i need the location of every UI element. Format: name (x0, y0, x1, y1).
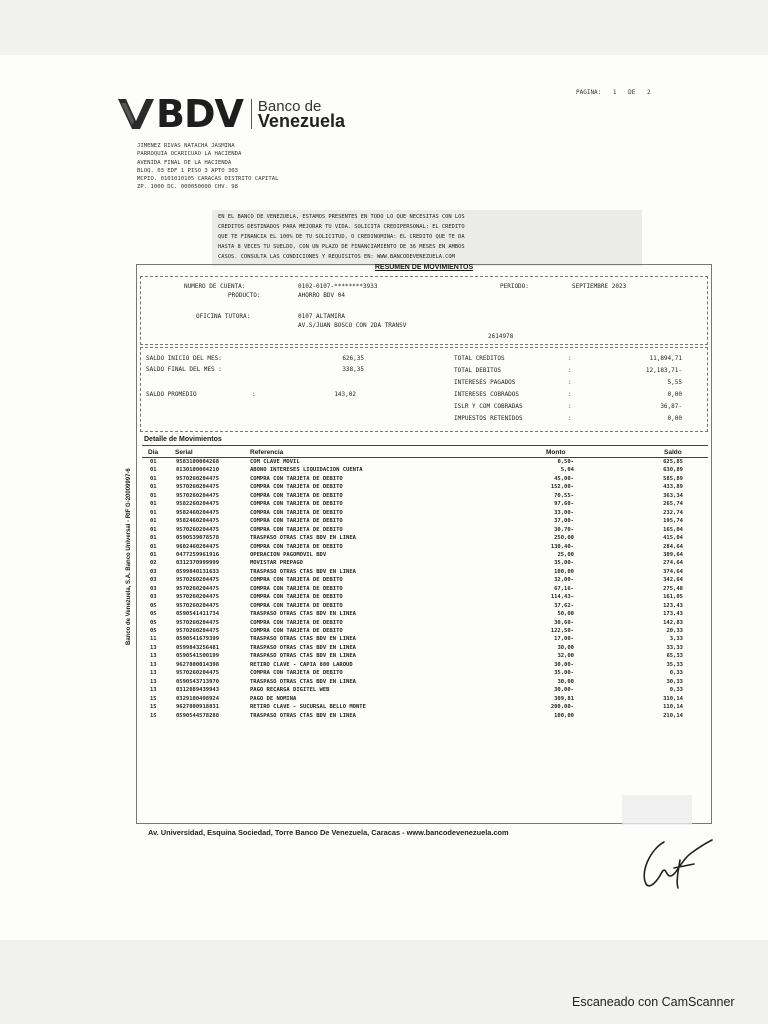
cell-balance: 415,04 (663, 535, 683, 542)
average-balance-colon: : (252, 391, 256, 398)
stamp-mark (622, 795, 692, 825)
table-row (0, 493, 768, 501)
cell-serial: 9582460204475 (176, 509, 220, 516)
cell-reference: COMPRA CON TARJETA DE DEBITO (250, 475, 343, 482)
cell-reference: COMPRA CON TARJETA DE DEBITO (250, 628, 343, 634)
cell-balance: 161,05 (663, 594, 683, 601)
account-number-label: NUMERO DE CUENTA: (184, 283, 246, 290)
table-row (0, 518, 768, 526)
cell-reference: COMPRA CON TARJETA DE DEBITO (250, 602, 343, 609)
cell-amount: 200,00- (550, 704, 574, 711)
cell-balance: 274,64 (663, 560, 683, 567)
cell-serial: 9570260204475 (176, 594, 220, 601)
office-address: AV.S/JUAN BOSCO CON 2DA TRANSV (298, 322, 407, 329)
cell-reference: COMPRA CON TARJETA DE DEBITO (250, 543, 343, 550)
cell-amount: 45,00- (554, 475, 574, 482)
cell-reference: COMPRA CON TARJETA DE DEBITO (250, 518, 343, 525)
cell-serial: 9570260204475 (176, 602, 220, 609)
cell-reference: RETIRO CLAVE - SUCURSAL BELLO MONTE (250, 704, 366, 711)
cell-amount: 17,00- (554, 636, 574, 643)
cell-reference: OPERACION PAGOMOVIL BDV (250, 551, 327, 558)
cell-day: 13 (150, 678, 157, 685)
cell-day: 01 (150, 535, 157, 542)
cell-balance: 433,89 (663, 484, 683, 491)
promo-line: QUE TE FINANCIA EL 100% DE TU SOLICITUD, O CREDINOMINA: EL CREDITO QUE TE DA (218, 234, 465, 240)
period-label: PERIODO: (500, 283, 529, 290)
cell-balance: 310,14 (663, 695, 683, 702)
cell-amount: 37,62- (554, 602, 574, 609)
cell-amount: 32,00 (557, 653, 574, 660)
table-row (0, 586, 768, 594)
cell-balance: 342,64 (663, 577, 683, 584)
cell-amount: 70,55- (554, 492, 574, 499)
product-value: AHORRO BDV 04 (298, 292, 345, 299)
cell-serial: 0130100004210 (176, 467, 220, 474)
cell-serial: 9570260204475 (176, 628, 220, 634)
total-value: 12,183,71- (645, 367, 682, 374)
cell-amount: 100,00 (554, 712, 574, 719)
cell-balance: 110,14 (663, 704, 683, 711)
table-row (0, 653, 768, 661)
cell-reference: TRASPASO OTRAS CTAS BDV EN LINEA (250, 678, 356, 685)
cell-balance: 165,04 (663, 526, 683, 533)
bank-name-line2: Venezuela (257, 111, 345, 131)
camscanner-label: Escaneado con CamScanner (572, 995, 735, 1009)
cell-day: 03 (150, 594, 157, 601)
table-row (0, 603, 768, 611)
cell-amount: 30,70- (554, 526, 574, 533)
total-value: 11,894,71 (649, 355, 682, 362)
cell-amount: 30,00- (554, 687, 574, 694)
cell-balance: 630,89 (663, 467, 683, 474)
cell-serial: 0590541500199 (176, 653, 220, 660)
table-row (0, 501, 768, 509)
office-label: OFICINA TUTORA: (196, 313, 251, 320)
cell-day: 01 (150, 475, 157, 482)
cell-reference: ABONO INTERESES LIQUIDACION CUENTA (250, 467, 363, 474)
cell-balance: 210,14 (663, 712, 683, 719)
side-legal-text: Banco de Venezuela, S.A. Banco Universal - RIF G-20009997-6 (126, 468, 132, 645)
cell-day: 13 (150, 687, 157, 694)
cell-balance: 142,83 (663, 619, 683, 626)
cell-balance: 173,43 (663, 611, 683, 618)
cell-amount: 30,00- (554, 661, 574, 668)
cell-balance: 265,74 (663, 501, 683, 508)
cell-day: 01 (150, 509, 157, 516)
cell-day: 01 (150, 526, 157, 533)
logo-wordmark: BDV (156, 92, 243, 136)
cell-amount: 122,50- (550, 628, 574, 634)
cell-day: 01 (150, 484, 157, 491)
cell-amount: 33,00- (554, 509, 574, 516)
table-row (0, 636, 768, 644)
cell-reference: COMPRA CON TARJETA DE DEBITO (250, 585, 343, 592)
cell-balance: 33,33 (666, 644, 683, 651)
cell-day: 01 (150, 459, 157, 465)
bdv-logo (118, 92, 345, 136)
office-value: 0107 ALTAMIRA (298, 313, 345, 320)
total-value: 0,00 (667, 415, 682, 422)
cell-serial: 9582460204475 (176, 518, 220, 525)
table-row (0, 510, 768, 518)
total-colon: : (568, 367, 572, 374)
cell-amount: 250,00 (554, 535, 574, 542)
cell-amount: 37,00- (554, 518, 574, 525)
cell-serial: 9582260204475 (176, 501, 220, 508)
table-row (0, 620, 768, 628)
total-colon: : (568, 415, 572, 422)
cell-reference: TRASPASO OTRAS CTAS BDV EN LINEA (250, 611, 356, 618)
cell-reference: MOVISTAR PREPAGO (250, 560, 303, 567)
cell-balance: 284,64 (663, 543, 683, 550)
cell-amount: 30,00 (557, 644, 574, 651)
cell-balance: 0,33 (669, 670, 683, 677)
table-row (0, 577, 768, 585)
promo-line: EN EL BANCO DE VENEZUELA, ESTAMOS PRESENTES EN TODO LO QUE NECESITAS CON LOS (218, 214, 465, 220)
table-row (0, 467, 768, 475)
cell-day: 03 (150, 568, 157, 575)
cell-day: 01 (150, 551, 157, 558)
cell-serial: 9570260204475 (176, 484, 220, 491)
opening-balance-label: SALDO INICIO DEL MES: (146, 355, 222, 362)
address-line: BLOQ. 03 EDF 1 PISO 3 APTO 303 (137, 167, 239, 174)
cell-amount: 32,00- (554, 577, 574, 584)
table-row (0, 713, 768, 721)
total-value: 36,87- (660, 403, 682, 410)
office-phone: 2614978 (488, 333, 514, 340)
cell-serial: 0590541411734 (176, 611, 220, 618)
table-row (0, 535, 768, 543)
table-row (0, 670, 768, 678)
cell-amount: 35,00- (554, 560, 574, 567)
table-row (0, 527, 768, 535)
cell-day: 01 (150, 467, 157, 474)
cell-balance: 363,34 (663, 492, 683, 499)
cell-day: 01 (150, 543, 157, 550)
cell-serial: 9602460204475 (176, 543, 220, 550)
table-row (0, 628, 768, 636)
cell-balance: 585,89 (663, 475, 683, 482)
total-label: INTERESES PAGADOS (454, 379, 516, 386)
total-colon: : (568, 379, 572, 386)
cell-balance: 3,33 (669, 636, 683, 643)
table-row (0, 459, 768, 467)
cell-serial: 0590544578288 (176, 712, 220, 719)
col-header-amount: Monto (546, 449, 566, 456)
account-number-value: 0102-0107-********3933 (298, 283, 378, 290)
cell-reference: COMPRA CON TARJETA DE DEBITO (250, 577, 343, 584)
col-header-day: Dia (148, 449, 159, 456)
cell-balance: 309,64 (663, 551, 683, 558)
table-row (0, 569, 768, 577)
address-line: PARROQUIA OCARICUAO LA HACIENDA (137, 151, 242, 158)
cell-day: 13 (150, 644, 157, 651)
total-label: INTERESES COBRADOS (454, 391, 520, 398)
total-colon: : (568, 403, 572, 410)
product-label: PRODUCTO: (228, 292, 261, 299)
cell-serial: 9627800014398 (176, 661, 220, 668)
cell-day: 11 (150, 636, 157, 643)
cell-serial: 9583100004268 (176, 459, 220, 465)
cell-reference: TRASPASO OTRAS CTAS BDV EN LINEA (250, 636, 356, 643)
cell-balance: 123,43 (663, 602, 683, 609)
cell-day: 13 (150, 661, 157, 668)
cell-reference: TRASPASO OTRAS CTAS BDV EN LINEA (250, 568, 356, 575)
cell-day: 01 (150, 518, 157, 525)
address-line: JIMENEZ RIVAS NATACHA JASMINA (137, 143, 235, 149)
closing-balance-label: SALDO FINAL DEL MES : (146, 366, 222, 373)
cell-amount: 30,00 (557, 678, 574, 685)
cell-serial: 9570260204475 (176, 585, 220, 592)
total-colon: : (568, 355, 572, 362)
cell-reference: TRASPASO OTRAS CTAS BDV EN LINEA (250, 712, 356, 719)
client-address (137, 142, 278, 192)
cell-reference: TRASPASO OTRAS CTAS BDV EN LINEA (250, 644, 356, 651)
cell-day: 01 (150, 501, 157, 508)
cell-serial: 0312089439943 (176, 687, 220, 694)
table-row (0, 696, 768, 704)
promo-line: CASOS. CONSULTA LAS CONDICIONES Y REQUISITOS EN: WWW.BANCODEVENEZUELA.COM (218, 254, 455, 260)
opening-balance-value: 626,35 (342, 355, 364, 362)
cell-amount: 50,00 (557, 611, 574, 618)
detail-top-rule (142, 445, 708, 446)
cell-reference: PAGO DE NOMINA (250, 695, 297, 702)
cell-reference: COMPRA CON TARJETA DE DEBITO (250, 501, 343, 508)
table-row (0, 679, 768, 687)
address-line: ZP. 1000 DC. 000050000 CHV. 98 (137, 184, 239, 191)
cell-reference: COMPRA CON TARJETA DE DEBITO (250, 509, 343, 516)
cell-reference: COMPRA CON TARJETA DE DEBITO (250, 526, 343, 533)
cell-amount: 130,40- (550, 543, 574, 550)
total-label: TOTAL DEBITOS (454, 367, 501, 374)
cell-day: 03 (150, 585, 157, 592)
total-colon: : (568, 391, 572, 398)
cell-reference: COMPRA CON TARJETA DE DEBITO (250, 670, 343, 677)
cell-serial: 0599840131633 (176, 568, 220, 575)
table-row (0, 611, 768, 619)
cell-reference: RETIRO CLAVE - CAPIA 880 LAROUD (250, 661, 353, 668)
cell-amount: 309,81 (554, 695, 574, 702)
cell-day: 05 (150, 619, 157, 626)
cell-reference: TRASPASO OTRAS CTAS BDV EN LINEA (250, 535, 356, 542)
promo-line: HASTA 8 VECES TU SUELDO, CON UN PLAZO DE FINANCIAMIENTO DE 36 MESES EN AMBOS (218, 244, 465, 250)
detail-title: Detalle de Movimientos (144, 436, 222, 443)
cell-balance: 0,33 (669, 687, 683, 694)
cell-reference: PAGO RECARGA DIGITEL WEB (250, 687, 330, 694)
cell-amount: 152,00- (550, 484, 574, 491)
bdv-logo-icon (118, 97, 154, 131)
cell-serial: 0477259961916 (176, 551, 220, 558)
col-header-balance: Saldo (664, 449, 682, 456)
cell-day: 15 (150, 712, 157, 719)
cell-day: 01 (150, 492, 157, 499)
cell-day: 13 (150, 653, 157, 660)
cell-day: 15 (150, 704, 157, 711)
cell-day: 03 (150, 577, 157, 584)
cell-serial: 9570260204475 (176, 475, 220, 482)
cell-day: 15 (150, 695, 157, 702)
col-header-reference: Referencia (250, 449, 284, 456)
cell-reference: TRASPASO OTRAS CTAS BDV EN LINEA (250, 653, 356, 660)
cell-balance: 232,74 (663, 509, 683, 516)
cell-day: 13 (150, 670, 157, 677)
page-number: PAGINA: 1 DE 2 (576, 89, 651, 96)
cell-reference: COMPRA CON TARJETA DE DEBITO (250, 594, 343, 601)
cell-serial: 0599843256481 (176, 644, 220, 651)
resumen-title: RESUMEN DE MOVIMIENTOS (374, 264, 474, 271)
total-label: IMPUESTOS RETENIDOS (454, 415, 523, 422)
cell-balance: 20,33 (666, 628, 683, 634)
handwritten-signature (636, 832, 716, 892)
cell-amount: 0,50- (557, 459, 574, 465)
cell-serial: 9570260204475 (176, 619, 220, 626)
cell-amount: 114,43- (550, 594, 574, 601)
promo-box (212, 210, 642, 266)
table-row (0, 560, 768, 568)
cell-day: 02 (150, 560, 157, 567)
table-row (0, 476, 768, 484)
total-label: TOTAL CREDITOS (454, 355, 505, 362)
total-value: 5,55 (667, 379, 682, 386)
cell-serial: 9570260204475 (176, 670, 220, 677)
cell-amount: 100,00 (554, 568, 574, 575)
table-row (0, 544, 768, 552)
cell-balance: 30,33 (666, 678, 683, 685)
table-row (0, 552, 768, 560)
cell-balance: 65,33 (666, 653, 683, 660)
cell-day: 05 (150, 628, 157, 634)
table-row (0, 484, 768, 492)
cell-balance: 625,85 (663, 459, 683, 465)
cell-balance: 195,74 (663, 518, 683, 525)
col-header-serial: Serial (175, 449, 193, 456)
cell-reference: COMPRA CON TARJETA DE DEBITO (250, 492, 343, 499)
cell-day: 05 (150, 611, 157, 618)
table-row (0, 662, 768, 670)
cell-balance: 35,33 (666, 661, 683, 668)
table-row (0, 645, 768, 653)
total-label: ISLR Y COM COBRADAS (454, 403, 523, 410)
cell-serial: 9570260204475 (176, 492, 220, 499)
cell-serial: 0329100498924 (176, 695, 220, 702)
table-row (0, 704, 768, 712)
cell-serial: 9570260204475 (176, 577, 220, 584)
cell-serial: 9627800918831 (176, 704, 220, 711)
logo-divider (251, 99, 252, 129)
bank-name (258, 99, 345, 129)
bank-name-line1: Banco de (257, 98, 322, 115)
address-line: AVENIDA FINAL DE LA HACIENDA (137, 159, 232, 166)
cell-serial: 9570260204475 (176, 526, 220, 533)
footer-address: Av. Universidad, Esquina Sociedad, Torre Banco De Venezuela, Caracas - www.bancodevenezuela.com (148, 828, 509, 837)
period-value: SEPTIEMBRE 2023 (572, 283, 627, 290)
cell-serial: 0590541679399 (176, 636, 220, 643)
cell-amount: 97,60- (554, 501, 574, 508)
detail-header-rule (142, 457, 708, 458)
cell-reference: COMPRA CON TARJETA DE DEBITO (250, 619, 343, 626)
address-line: MCPIO. 0101010105 CARACAS DISTRITO CAPITAL (137, 176, 279, 183)
cell-day: 05 (150, 602, 157, 609)
table-row (0, 687, 768, 695)
promo-line: CREDITOS DESTINADOS PARA MEJORAR TU VIDA. SOLICITA CREDIPERSONAL: EL CREDITO (218, 224, 465, 230)
cell-reference: COMPRA CON TARJETA DE DEBITO (250, 484, 343, 491)
closing-balance-value: 338,35 (342, 366, 364, 373)
cell-reference: COM CLAVE MOVIL (250, 459, 300, 465)
cell-serial: 0312370999999 (176, 560, 220, 567)
total-value: 0,00 (667, 391, 682, 398)
cell-balance: 275,48 (663, 585, 683, 592)
cell-serial: 0590543713970 (176, 678, 220, 685)
cell-amount: 5,04 (560, 467, 574, 474)
cell-amount: 30,60- (554, 619, 574, 626)
cell-amount: 25,00 (557, 551, 574, 558)
average-balance-label: SALDO PROMEDIO (146, 391, 197, 398)
cell-serial: 0590539078578 (176, 535, 220, 542)
cell-balance: 374,64 (663, 568, 683, 575)
table-row (0, 594, 768, 602)
average-balance-value: 143,02 (334, 391, 356, 398)
cell-amount: 67,16- (554, 585, 574, 592)
cell-amount: 35,00- (554, 670, 574, 677)
